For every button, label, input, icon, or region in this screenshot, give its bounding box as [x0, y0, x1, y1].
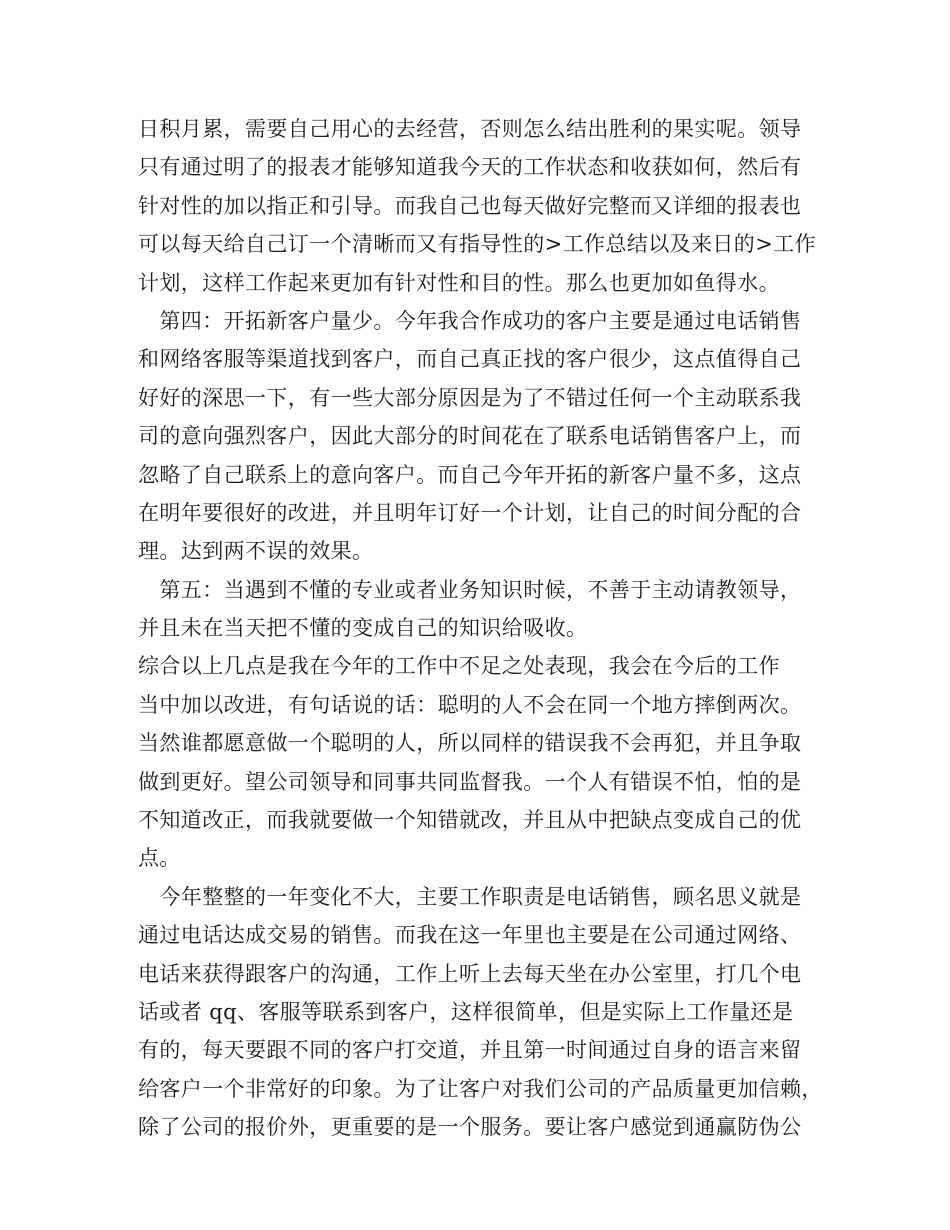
text-line: 当然谁都愿意做一个聪明的人，所以同样的错误我不会再犯，并且争取 [138, 731, 802, 756]
text-line: 通过电话达成交易的销售。而我在这一年里也主要是在公司通过网络、 [138, 923, 802, 948]
text-line: 当中加以改进，有句话说的话：聪明的人不会在同一个地方摔倒两次。 [138, 692, 802, 717]
text-line: 忽略了自己联系上的意向客户。而自己今年开拓的新客户量不多，这点 [138, 462, 802, 487]
text-line: 日积月累，需要自己用心的去经营，否则怎么结出胜利的果实呢。领导 [138, 117, 802, 141]
text-line: 今年整整的一年变化不大，主要工作职责是电话销售，顾名思义就是 [138, 884, 802, 909]
document-body [138, 110, 828, 1147]
text-line: 可以每天给自己订一个清晰而又有指导性的>工作总结以及来日的>工作 [138, 232, 816, 257]
text-line: 做到更好。望公司领导和同事共同监督我。一个人有错误不怕，怕的是 [138, 769, 802, 794]
text-line: 好好的深思一下，有一些大部分原因是为了不错过任何一个主动联系我 [138, 385, 802, 410]
text-line: 针对性的加以指正和引导。而我自己也每天做好完整而又详细的报表也 [138, 193, 802, 218]
text-line: 除了公司的报价外，更重要的是一个服务。要让客户感觉到通赢防伪公 [138, 1115, 802, 1140]
text-line: 给客户一个非常好的印象。为了让客户对我们公司的产品质量更加信赖， [138, 1076, 823, 1101]
text-line: 点。 [138, 846, 181, 871]
text-line: 和网络客服等渠道找到客户，而自己真正找的客户很少，这点值得自己 [138, 347, 802, 372]
text-line: 话或者 qq、客服等联系到客户，这样很简单，但是实际上工作量还是 [138, 999, 794, 1024]
text-line: 电话来获得跟客户的沟通，工作上听上去每天坐在办公室里，打几个电 [138, 961, 802, 986]
text-line: 理。达到两不误的效果。 [138, 539, 374, 564]
text-line: 只有通过明了的报表才能够知道我今天的工作状态和收获如何，然后有 [138, 155, 802, 180]
text-line: 第四：开拓新客户量少。今年我合作成功的客户主要是通过电话销售 [138, 308, 802, 333]
text-line: 有的，每天要跟不同的客户打交道，并且第一时间通过自身的语言来留 [138, 1038, 802, 1063]
text-line: 司的意向强烈客户，因此大部分的时间花在了联系电话销售客户上，而 [138, 424, 802, 449]
text-line: 计划，这样工作起来更加有针对性和目的性。那么也更加如鱼得水。 [138, 270, 780, 295]
text-line: 不知道改正，而我就要做一个知错就改，并且从中把缺点变成自己的优 [138, 808, 802, 833]
text-line: 综合以上几点是我在今年的工作中不足之处表现，我会在今后的工作 [138, 654, 780, 679]
text-line: 第五：当遇到不懂的专业或者业务知识时候，不善于主动请教领导， [138, 577, 802, 602]
text-line: 并且未在当天把不懂的变成自己的知识给吸收。 [138, 616, 588, 641]
text-line: 在明年要很好的改进，并且明年订好一个计划，让自己的时间分配的合 [138, 500, 802, 525]
